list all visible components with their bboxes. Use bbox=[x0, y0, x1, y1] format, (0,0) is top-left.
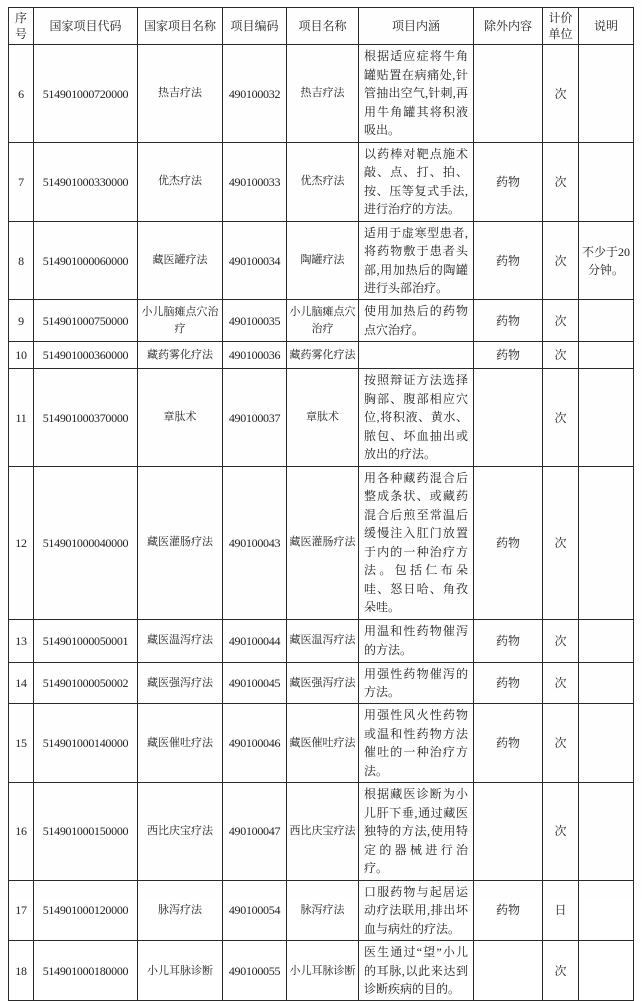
header-unit: 计价单位 bbox=[543, 8, 579, 45]
header-note: 说明 bbox=[579, 8, 634, 45]
cell-excluded: 药物 bbox=[474, 466, 543, 619]
cell-name: 藏药雾化疗法 bbox=[287, 342, 359, 369]
cell-unit: 次 bbox=[543, 300, 579, 342]
cell-note bbox=[579, 342, 634, 369]
cell-national-name: 藏医催吐疗法 bbox=[138, 704, 223, 783]
header-content: 项目内涵 bbox=[359, 8, 474, 45]
cell-name: 陶罐疗法 bbox=[287, 221, 359, 300]
cell-seq: 14 bbox=[9, 662, 34, 704]
cell-national-name: 西比庆宝疗法 bbox=[138, 783, 223, 880]
cell-national-code: 514901000140000 bbox=[34, 704, 138, 783]
table-row bbox=[9, 704, 634, 783]
cell-seq: 8 bbox=[9, 221, 34, 300]
cell-excluded bbox=[474, 783, 543, 880]
cell-code: 490100054 bbox=[223, 880, 287, 940]
cell-excluded: 药物 bbox=[474, 880, 543, 940]
cell-name: 西比庆宝疗法 bbox=[287, 783, 359, 880]
table-row bbox=[9, 941, 634, 1001]
cell-note bbox=[579, 466, 634, 619]
cell-seq: 16 bbox=[9, 783, 34, 880]
header-name: 项目名称 bbox=[287, 8, 359, 45]
cell-name: 小儿脑瘫点穴治疗 bbox=[287, 300, 359, 342]
cell-code: 490100046 bbox=[223, 704, 287, 783]
header-national-name: 国家项目名称 bbox=[138, 8, 223, 45]
cell-national-name: 藏医温泻疗法 bbox=[138, 619, 223, 662]
table-row bbox=[9, 880, 634, 940]
cell-content: 根据藏医诊断为小儿肝下垂,通过藏医独特的方法,使用特定的器械进行治疗。 bbox=[359, 783, 474, 880]
cell-content: 用强性药物催泻的方法。 bbox=[359, 662, 474, 704]
cell-content: 用温和性药物催泻的方法。 bbox=[359, 619, 474, 662]
header-national-code: 国家项目代码 bbox=[34, 8, 138, 45]
table-row bbox=[9, 300, 634, 342]
cell-name: 小儿耳脉诊断 bbox=[287, 941, 359, 1001]
cell-unit: 日 bbox=[543, 880, 579, 940]
cell-note bbox=[579, 300, 634, 342]
cell-national-code: 514901000050001 bbox=[34, 619, 138, 662]
cell-note bbox=[579, 142, 634, 221]
cell-excluded: 药物 bbox=[474, 662, 543, 704]
header-excluded: 除外内容 bbox=[474, 8, 543, 45]
cell-excluded: 药物 bbox=[474, 221, 543, 300]
cell-unit: 次 bbox=[543, 221, 579, 300]
cell-national-code: 514901000360000 bbox=[34, 342, 138, 369]
cell-unit: 次 bbox=[543, 142, 579, 221]
cell-national-name: 优杰疗法 bbox=[138, 142, 223, 221]
cell-seq: 18 bbox=[9, 941, 34, 1001]
cell-code: 490100044 bbox=[223, 619, 287, 662]
cell-name: 脉泻疗法 bbox=[287, 880, 359, 940]
cell-content bbox=[359, 342, 474, 369]
cell-excluded: 药物 bbox=[474, 342, 543, 369]
cell-unit: 次 bbox=[543, 704, 579, 783]
cell-code: 490100055 bbox=[223, 941, 287, 1001]
cell-seq: 9 bbox=[9, 300, 34, 342]
cell-name: 藏医催吐疗法 bbox=[287, 704, 359, 783]
project-table bbox=[8, 7, 634, 1001]
cell-national-code: 514901000370000 bbox=[34, 369, 138, 466]
cell-national-code: 514901000060000 bbox=[34, 221, 138, 300]
cell-excluded: 药物 bbox=[474, 142, 543, 221]
cell-name: 藏医温泻疗法 bbox=[287, 619, 359, 662]
cell-excluded: 药物 bbox=[474, 704, 543, 783]
cell-seq: 11 bbox=[9, 369, 34, 466]
table-row bbox=[9, 221, 634, 300]
cell-excluded bbox=[474, 369, 543, 466]
cell-code: 490100035 bbox=[223, 300, 287, 342]
cell-seq: 15 bbox=[9, 704, 34, 783]
cell-code: 490100043 bbox=[223, 466, 287, 619]
cell-unit: 次 bbox=[543, 342, 579, 369]
table-row bbox=[9, 45, 634, 142]
cell-content: 以药棒对靶点施术敲、点、打、拍、按、压等复式手法,进行治疗的方法。 bbox=[359, 142, 474, 221]
cell-name: 热吉疗法 bbox=[287, 45, 359, 142]
table-header bbox=[9, 8, 634, 45]
cell-national-code: 514901000150000 bbox=[34, 783, 138, 880]
cell-national-code: 514901000040000 bbox=[34, 466, 138, 619]
cell-content: 用各种藏药混合后整成条状、或藏药混合后煎至常温后缓慢注入肛门放置于内的一种治疗方法。包括仁布朵哇、怒日哈、角孜朵哇。 bbox=[359, 466, 474, 619]
cell-national-name: 藏药雾化疗法 bbox=[138, 342, 223, 369]
table-row bbox=[9, 142, 634, 221]
cell-content: 口服药物与起居运动疗法联用,排出坏血与病灶的疗法。 bbox=[359, 880, 474, 940]
cell-name: 藏医强泻疗法 bbox=[287, 662, 359, 704]
table-row bbox=[9, 619, 634, 662]
cell-national-code: 514901000050002 bbox=[34, 662, 138, 704]
cell-name: 章肽术 bbox=[287, 369, 359, 466]
cell-national-name: 章肽术 bbox=[138, 369, 223, 466]
cell-code: 490100032 bbox=[223, 45, 287, 142]
cell-national-name: 小儿脑瘫点穴治疗 bbox=[138, 300, 223, 342]
header-seq: 序号 bbox=[9, 8, 34, 45]
table-row bbox=[9, 369, 634, 466]
cell-national-name: 脉泻疗法 bbox=[138, 880, 223, 940]
header-row bbox=[9, 8, 634, 45]
cell-unit: 次 bbox=[543, 662, 579, 704]
cell-note bbox=[579, 369, 634, 466]
cell-unit: 次 bbox=[543, 619, 579, 662]
table-row bbox=[9, 662, 634, 704]
cell-content: 使用加热后的药物点穴治疗。 bbox=[359, 300, 474, 342]
cell-code: 490100037 bbox=[223, 369, 287, 466]
cell-content: 根据适应症将牛角罐贴置在病痛处,针管抽出空气,针刺,再用牛角罐其将积液吸出。 bbox=[359, 45, 474, 142]
cell-seq: 12 bbox=[9, 466, 34, 619]
cell-note bbox=[579, 662, 634, 704]
cell-seq: 10 bbox=[9, 342, 34, 369]
cell-unit: 次 bbox=[543, 45, 579, 142]
cell-seq: 13 bbox=[9, 619, 34, 662]
cell-national-code: 514901000330000 bbox=[34, 142, 138, 221]
cell-code: 490100047 bbox=[223, 783, 287, 880]
cell-name: 优杰疗法 bbox=[287, 142, 359, 221]
cell-excluded bbox=[474, 45, 543, 142]
cell-seq: 6 bbox=[9, 45, 34, 142]
cell-content: 按照辩证方法选择胸部、腹部相应穴位,将积液、黄水、脓包、坏血抽出或放出的疗法。 bbox=[359, 369, 474, 466]
cell-code: 490100033 bbox=[223, 142, 287, 221]
cell-seq: 17 bbox=[9, 880, 34, 940]
cell-note bbox=[579, 619, 634, 662]
cell-national-code: 514901000120000 bbox=[34, 880, 138, 940]
cell-content: 医生通过“望”小儿的耳脉,以此来达到诊断疾病的目的。 bbox=[359, 941, 474, 1001]
cell-note bbox=[579, 880, 634, 940]
cell-code: 490100034 bbox=[223, 221, 287, 300]
cell-national-code: 514901000180000 bbox=[34, 941, 138, 1001]
cell-unit: 次 bbox=[543, 466, 579, 619]
cell-code: 490100036 bbox=[223, 342, 287, 369]
cell-national-code: 514901000720000 bbox=[34, 45, 138, 142]
header-code: 项目编码 bbox=[223, 8, 287, 45]
cell-note bbox=[579, 45, 634, 142]
cell-national-code: 514901000750000 bbox=[34, 300, 138, 342]
cell-national-name: 小儿耳脉诊断 bbox=[138, 941, 223, 1001]
cell-note bbox=[579, 941, 634, 1001]
cell-national-name: 藏医强泻疗法 bbox=[138, 662, 223, 704]
cell-national-name: 藏医罐疗法 bbox=[138, 221, 223, 300]
cell-excluded bbox=[474, 941, 543, 1001]
cell-national-name: 热吉疗法 bbox=[138, 45, 223, 142]
cell-note bbox=[579, 704, 634, 783]
cell-note: 不少于20分钟。 bbox=[579, 221, 634, 300]
cell-name: 藏医灌肠疗法 bbox=[287, 466, 359, 619]
cell-content: 用强性风火性药物或温和性药物方法催吐的一种治疗方法。 bbox=[359, 704, 474, 783]
table-row bbox=[9, 783, 634, 880]
cell-excluded: 药物 bbox=[474, 619, 543, 662]
cell-seq: 7 bbox=[9, 142, 34, 221]
table-row bbox=[9, 342, 634, 369]
cell-unit: 次 bbox=[543, 941, 579, 1001]
table-row bbox=[9, 466, 634, 619]
cell-content: 适用于虚寒型患者,将药物敷于患者头部,用加热后的陶罐进行头部治疗。 bbox=[359, 221, 474, 300]
table-body bbox=[9, 45, 634, 1001]
cell-national-name: 藏医灌肠疗法 bbox=[138, 466, 223, 619]
cell-unit: 次 bbox=[543, 783, 579, 880]
cell-unit: 次 bbox=[543, 369, 579, 466]
cell-note bbox=[579, 783, 634, 880]
cell-code: 490100045 bbox=[223, 662, 287, 704]
cell-excluded: 药物 bbox=[474, 300, 543, 342]
